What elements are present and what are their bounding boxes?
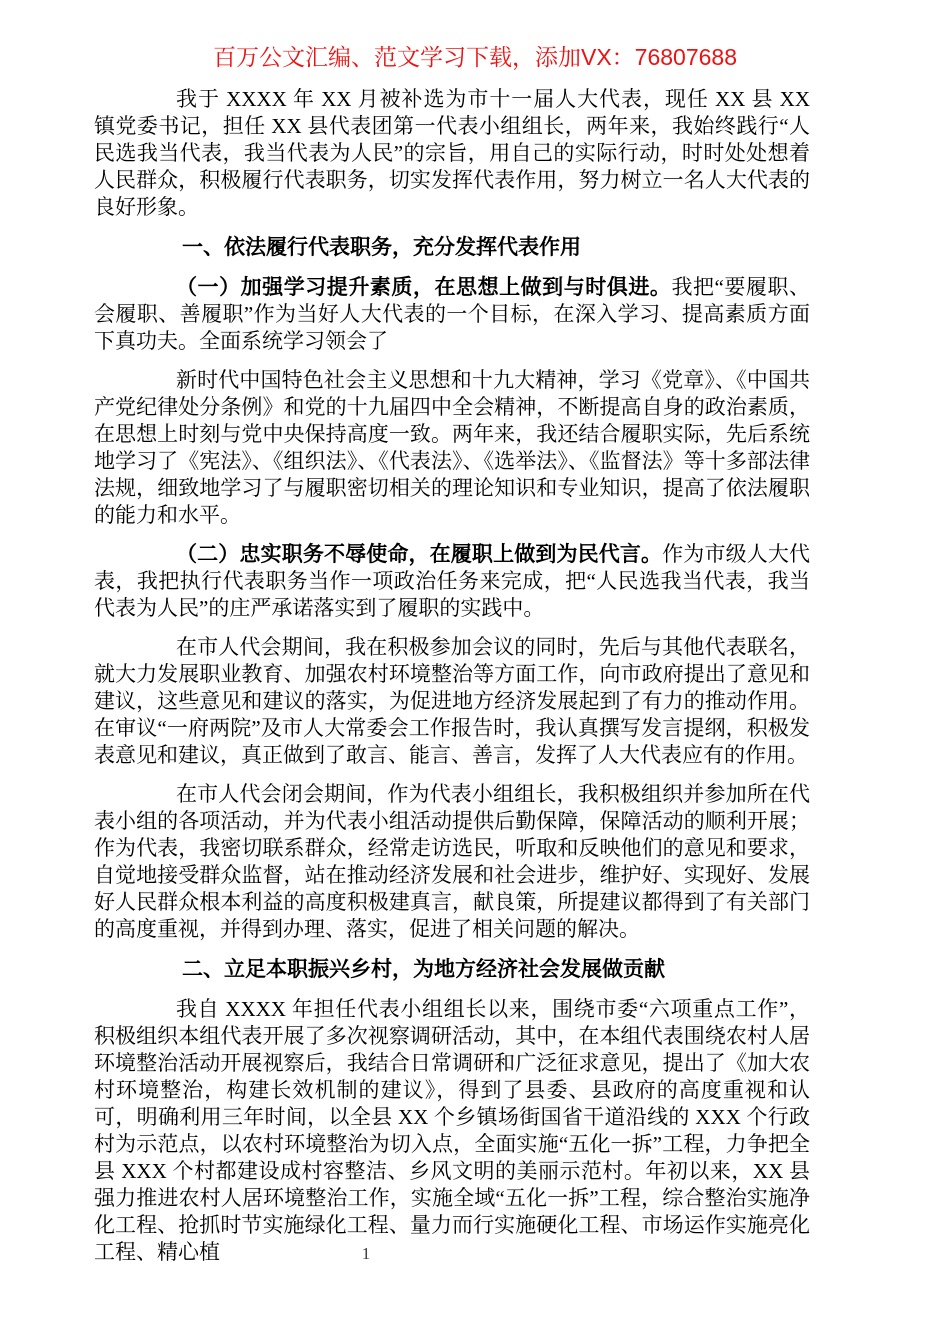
body-paragraph: （二）忠实职务不辱使命，在履职上做到为民代言。作为市级人大代表，我把执行代表职务当作一项政治任务来完成，把“人民选我当代表，我当代表为人民”的庄严承诺落实到了履职的实践中。 (94, 542, 810, 620)
header-notice: 百万公文汇编、范文学习下载，添加VX：76807688 (212, 44, 737, 70)
body-paragraph: 我自 XXXX 年担任代表小组组长以来，围绕市委“六项重点工作”，积极组织本组代表开展了多次视察调研活动，其中，在本组代表围绕农村人居环境整治活动开展视察后，我结合日常调研和广泛征求意见，提出了《加大农村环境整治，构建长效机制的建议》，得到了县委、县政府的高度重视和认可，明确利用三年时间，以全县 XX 个乡镇场街国省干道沿线的 XXX 个行政村为示范点，以农村环境整治为切入点，全面实施“五化一拆”工程，力争把全县 XXX 个村都建设成村容整洁、乡风文明的美丽示范村。年初以来，XX 县强力推进农村人居环境整治工作，实施全域“五化一拆”工程，综合整治实施净化工程、抢抓时节实施绿化工程、量力而行实施硬化工程、市场运作实施亮化工程、精心植 (94, 997, 810, 1264)
paragraph-lead: （二）忠实职务不辱使命，在履职上做到为民代言。 (176, 543, 663, 566)
document-body (94, 86, 810, 1266)
section-heading: 二、立足本职振兴乡村，为地方经济社会发展做贡献 (182, 958, 665, 981)
section-heading: 一、依法履行代表职务，充分发挥代表作用 (182, 236, 581, 259)
paragraph-lead: （一）加强学习提升素质，在思想上做到与时俱进。 (176, 276, 672, 299)
page-number: 1 (361, 1244, 371, 1263)
body-paragraph: 我于 XXXX 年 XX 月被补选为市十一届人大代表，现任 XX 县 XX 镇党委书记，担任 XX 县代表团第一代表小组组长，两年来，我始终践行“人民选我当代表，我当代表为人民”的宗旨，用自己的实际行动，时时处处想着人民群众，积极履行代表职务，切实发挥代表作用，努力树立一名人大代表的良好形象。 (94, 87, 810, 219)
body-paragraph: 在市人代会闭会期间，作为代表小组组长，我积极组织并参加所在代表小组的各项活动，并为代表小组活动提供后勤保障，保障活动的顺利开展；作为代表，我密切联系群众，经常走访选民，听取和反映他们的意见和要求，自觉地接受群众监督，站在推动经济发展和社会进步，维护好、实现好、发展好人民群众根本利益的高度积极建真言，献良策，所提建议都得到了有关部门的高度重视，并得到办理、落实，促进了相关问题的解决。 (94, 782, 810, 941)
body-paragraph: （一）加强学习提升素质，在思想上做到与时俱进。我把“要履职、会履职、善履职”作为当好人大代表的一个目标，在深入学习、提高素质方面下真功夫。全面系统学习领会了 (94, 275, 811, 353)
body-paragraph: 新时代中国特色社会主义思想和十九大精神，学习《党章》、《中国共产党纪律处分条例》和党的十九届四中全会精神，不断提高自身的政治素质，在思想上时刻与党中央保持高度一致。两年来，我还结合履职实际，先后系统地学习了《宪法》、《组织法》、《代表法》、《选举法》、《监督法》等十多部法律法规，细致地学习了与履职密切相关的理论知识和专业知识，提高了依法履职的能力和水平。 (94, 368, 810, 527)
body-paragraph: 在市人代会期间，我在积极参加会议的同时，先后与其他代表联名，就大力发展职业教育、加强农村环境整治等方面工作，向市政府提出了意见和建议，这些意见和建议的落实，为促进地方经济发展起到了有力的推动作用。在审议“一府两院”及市人大常委会工作报告时，我认真撰写发言提纲，积极发表意见和建议，真正做到了敢言、能言、善言，发挥了人大代表应有的作用。 (94, 635, 810, 767)
